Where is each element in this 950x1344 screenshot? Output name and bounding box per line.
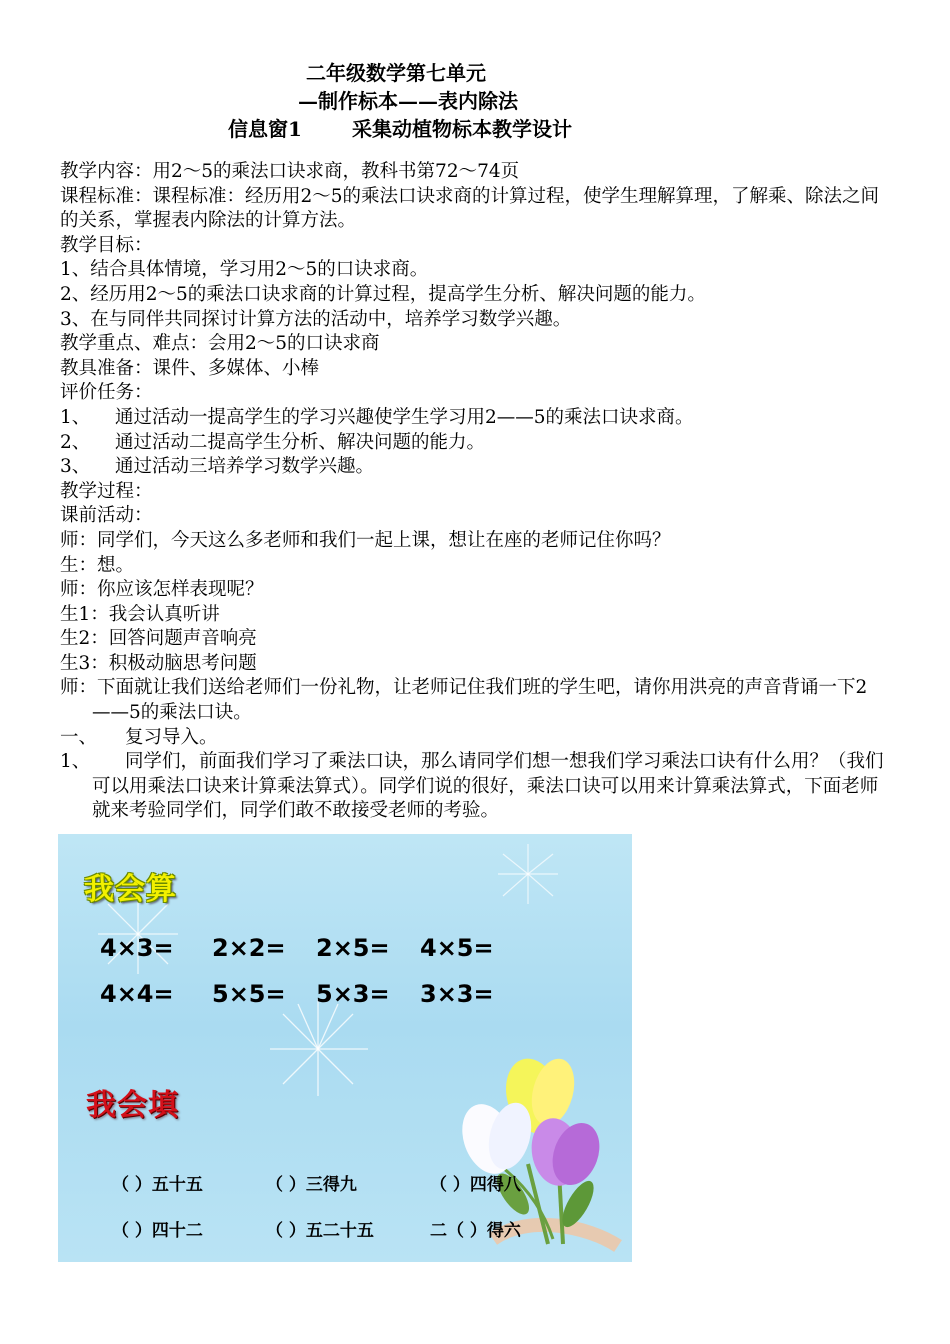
- review-number: 1、: [60, 751, 91, 773]
- fill-blank-item: 二（ ）得六: [430, 1221, 521, 1241]
- task-item: [60, 455, 896, 480]
- dialogue-line: 生3：积极动脑思考问题: [60, 652, 257, 674]
- objective-2: 2、经历用2～5的乘法口诀求商的计算过程，提高学生分析、解决问题的能力。: [60, 283, 706, 305]
- equation: 2×5=: [316, 934, 390, 962]
- paragraph-objectives-heading: 教学目标：: [60, 234, 153, 256]
- review-text: 同学们，前面我们学习了乘法口诀，那么请同学们想一想我们学习乘法口诀有什么用？（我们可以用乘法口诀来计算乘法算式）。同学们说的很好，乘法口诀可以用来计算乘法算式，下面老师就来考验同学们，同学们敢不敢接受老师的考验。: [92, 751, 884, 822]
- objective-3: 3、在与同伴共同探讨计算方法的活动中，培养学习数学兴趣。: [60, 308, 572, 330]
- equation: 2×2=: [212, 934, 286, 962]
- objective-1: 1、结合具体情境，学习用2～5的口诀求商。: [60, 259, 429, 281]
- task-text: 通过活动二提高学生分析、解决问题的能力。: [115, 431, 486, 453]
- paragraph-key-points: 教学重点、难点：会用2～5的口诀求商: [60, 333, 380, 355]
- dialogue-line: 生2：回答问题声音响亮: [60, 628, 257, 650]
- firework-right-icon: [498, 844, 558, 904]
- paragraph-materials: 教具准备：课件、多媒体、小棒: [60, 357, 320, 379]
- equation: 4×3=: [100, 934, 174, 962]
- slide-image: [58, 834, 632, 1262]
- fill-blank-item: （ ）五二十五: [266, 1221, 374, 1241]
- dialogue-line: 师：你应该怎样表现呢？: [60, 579, 264, 601]
- section-heading: [60, 726, 896, 751]
- section-number: 一、: [60, 726, 98, 748]
- title-line-1: 二年级数学第七单元: [306, 61, 486, 85]
- review-item: [60, 750, 896, 824]
- firework-center-icon: [270, 999, 368, 1096]
- section-text: 复习导入。: [125, 726, 218, 748]
- title-line-2: —制作标本——表内除法: [298, 89, 518, 113]
- task-number: 1、: [60, 406, 91, 428]
- dialogue-line: 生1：我会认真听讲: [60, 603, 220, 625]
- slide-heading-fill: 我会填: [86, 1088, 179, 1123]
- task-text: 通过活动一提高学生的学习兴趣使学生学习用2——5的乘法口诀求商。: [115, 406, 694, 428]
- fill-blank-item: （ ）五十五: [112, 1175, 203, 1195]
- task-number: 3、: [60, 456, 91, 478]
- fill-blank-item: （ ）四得八: [430, 1175, 521, 1195]
- pre-class-heading: 课前活动：: [60, 505, 153, 527]
- fill-blank-item: （ ）四十二: [112, 1221, 203, 1241]
- dialogue-line: 生：想。: [60, 554, 135, 576]
- task-item: [60, 431, 896, 456]
- dialogue-line: 师：同学们，今天这么多老师和我们一起上课，想让在座的老师记住你吗？: [60, 529, 671, 551]
- task-number: 2、: [60, 431, 91, 453]
- dialogue-line: 师：下面就让我们送给老师们一份礼物，让老师记住我们班的学生吧，请你用洪亮的声音背诵一下2——5的乘法口诀。: [60, 677, 868, 724]
- fill-blank-item: （ ）三得九: [266, 1175, 357, 1195]
- task-text: 通过活动三培养学习数学兴趣。: [115, 456, 375, 478]
- equation: 4×4=: [100, 980, 174, 1008]
- paragraph-evaluation-heading: 评价任务：: [60, 382, 153, 404]
- title-line-3-right: 采集动植物标本教学设计: [352, 117, 572, 141]
- body-text: [60, 160, 896, 824]
- title-line-3-left: 信息窗1: [228, 117, 302, 141]
- slide-heading-calculate: 我会算: [84, 872, 177, 907]
- equation: 3×3=: [420, 980, 494, 1008]
- paragraph-content: 教学内容：用2～5的乘法口诀求商，教科书第72～74页: [60, 161, 520, 182]
- paragraph-standard: 课程标准：课程标准：经历用2～5的乘法口诀求商的计算过程，使学生理解算理，了解乘、除法之间的关系，掌握表内除法的计算方法。: [60, 185, 880, 232]
- equation: 4×5=: [420, 934, 494, 962]
- equation: 5×5=: [212, 980, 286, 1008]
- task-item: [60, 406, 896, 431]
- process-heading: 教学过程：: [60, 480, 153, 502]
- equation: 5×3=: [316, 980, 390, 1008]
